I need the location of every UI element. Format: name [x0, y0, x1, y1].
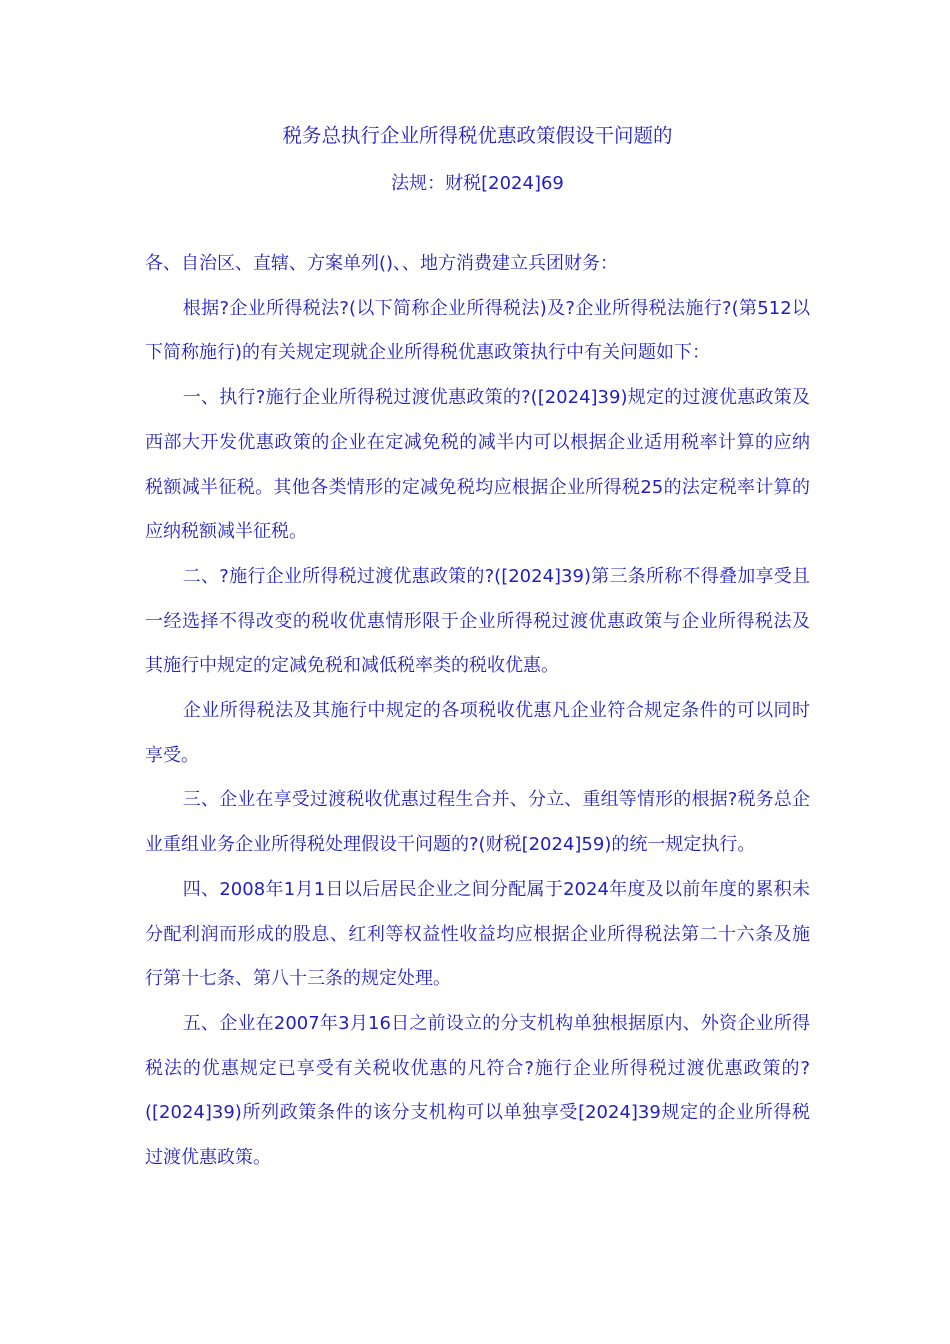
document-subtitle: 法规：财税[2024]69	[391, 173, 564, 194]
document-title: 税务总执行企业所得税优惠政策假设干问题的	[282, 124, 673, 147]
paragraph-item-2-note: 企业所得税法及其施行中规定的各项税收优惠凡企业符合规定条件的可以同时享受。	[145, 700, 810, 766]
document-salutation: 各、自治区、直辖、方案单列()、、地方消费建立兵团财务：	[145, 253, 619, 274]
paragraph-item-2: 二、?施行企业所得税过渡优惠政策的?([2024]39)第三条所称不得叠加享受且一经选择不得改变的税收优惠情形限于企业所得税过渡优惠政策与企业所得税法及其施行中规定的定减免税和减低税率类的税收优惠。	[145, 565, 810, 677]
paragraph-intro: 根据?企业所得税法?(以下简称企业所得税法)及?企业所得税法施行?(第512以下简称施行)的有关规定现就企业所得税优惠政策执行中有关问题如下：	[145, 297, 810, 364]
document-body	[145, 118, 810, 1181]
paragraph-item-4: 四、2008年1月1日以后居民企业之间分配属于2024年度及以前年度的累积未分配利润而形成的股息、红利等权益性收益均应根据企业所得税法第二十六条及施行第十七条、第八十三条的规定处理。	[145, 878, 810, 990]
paragraph-item-5: 五、企业在2007年3月16日之前设立的分支机构单独根据原内、外资企业所得税法的优惠规定已享受有关税收优惠的凡符合?施行企业所得税过渡优惠政策的?([2024]39)所列政策条件的该分支机构可以单独享受[2024]39规定的企业所得税过渡优惠政策。	[145, 1012, 810, 1169]
paragraph-item-3: 三、企业在享受过渡税收优惠过程生合并、分立、重组等情形的根据?税务总企业重组业务企业所得税处理假设干问题的?(财税[2024]59)的统一规定执行。	[145, 789, 810, 856]
paragraph-item-1: 一、执行?施行企业所得税过渡优惠政策的?([2024]39)规定的过渡优惠政策及西部大开发优惠政策的企业在定减免税的减半内可以根据企业适用税率计算的应纳税额减半征税。其他各类情形的定减免税均应根据企业所得税25的法定税率计算的应纳税额减半征税。	[145, 387, 810, 543]
